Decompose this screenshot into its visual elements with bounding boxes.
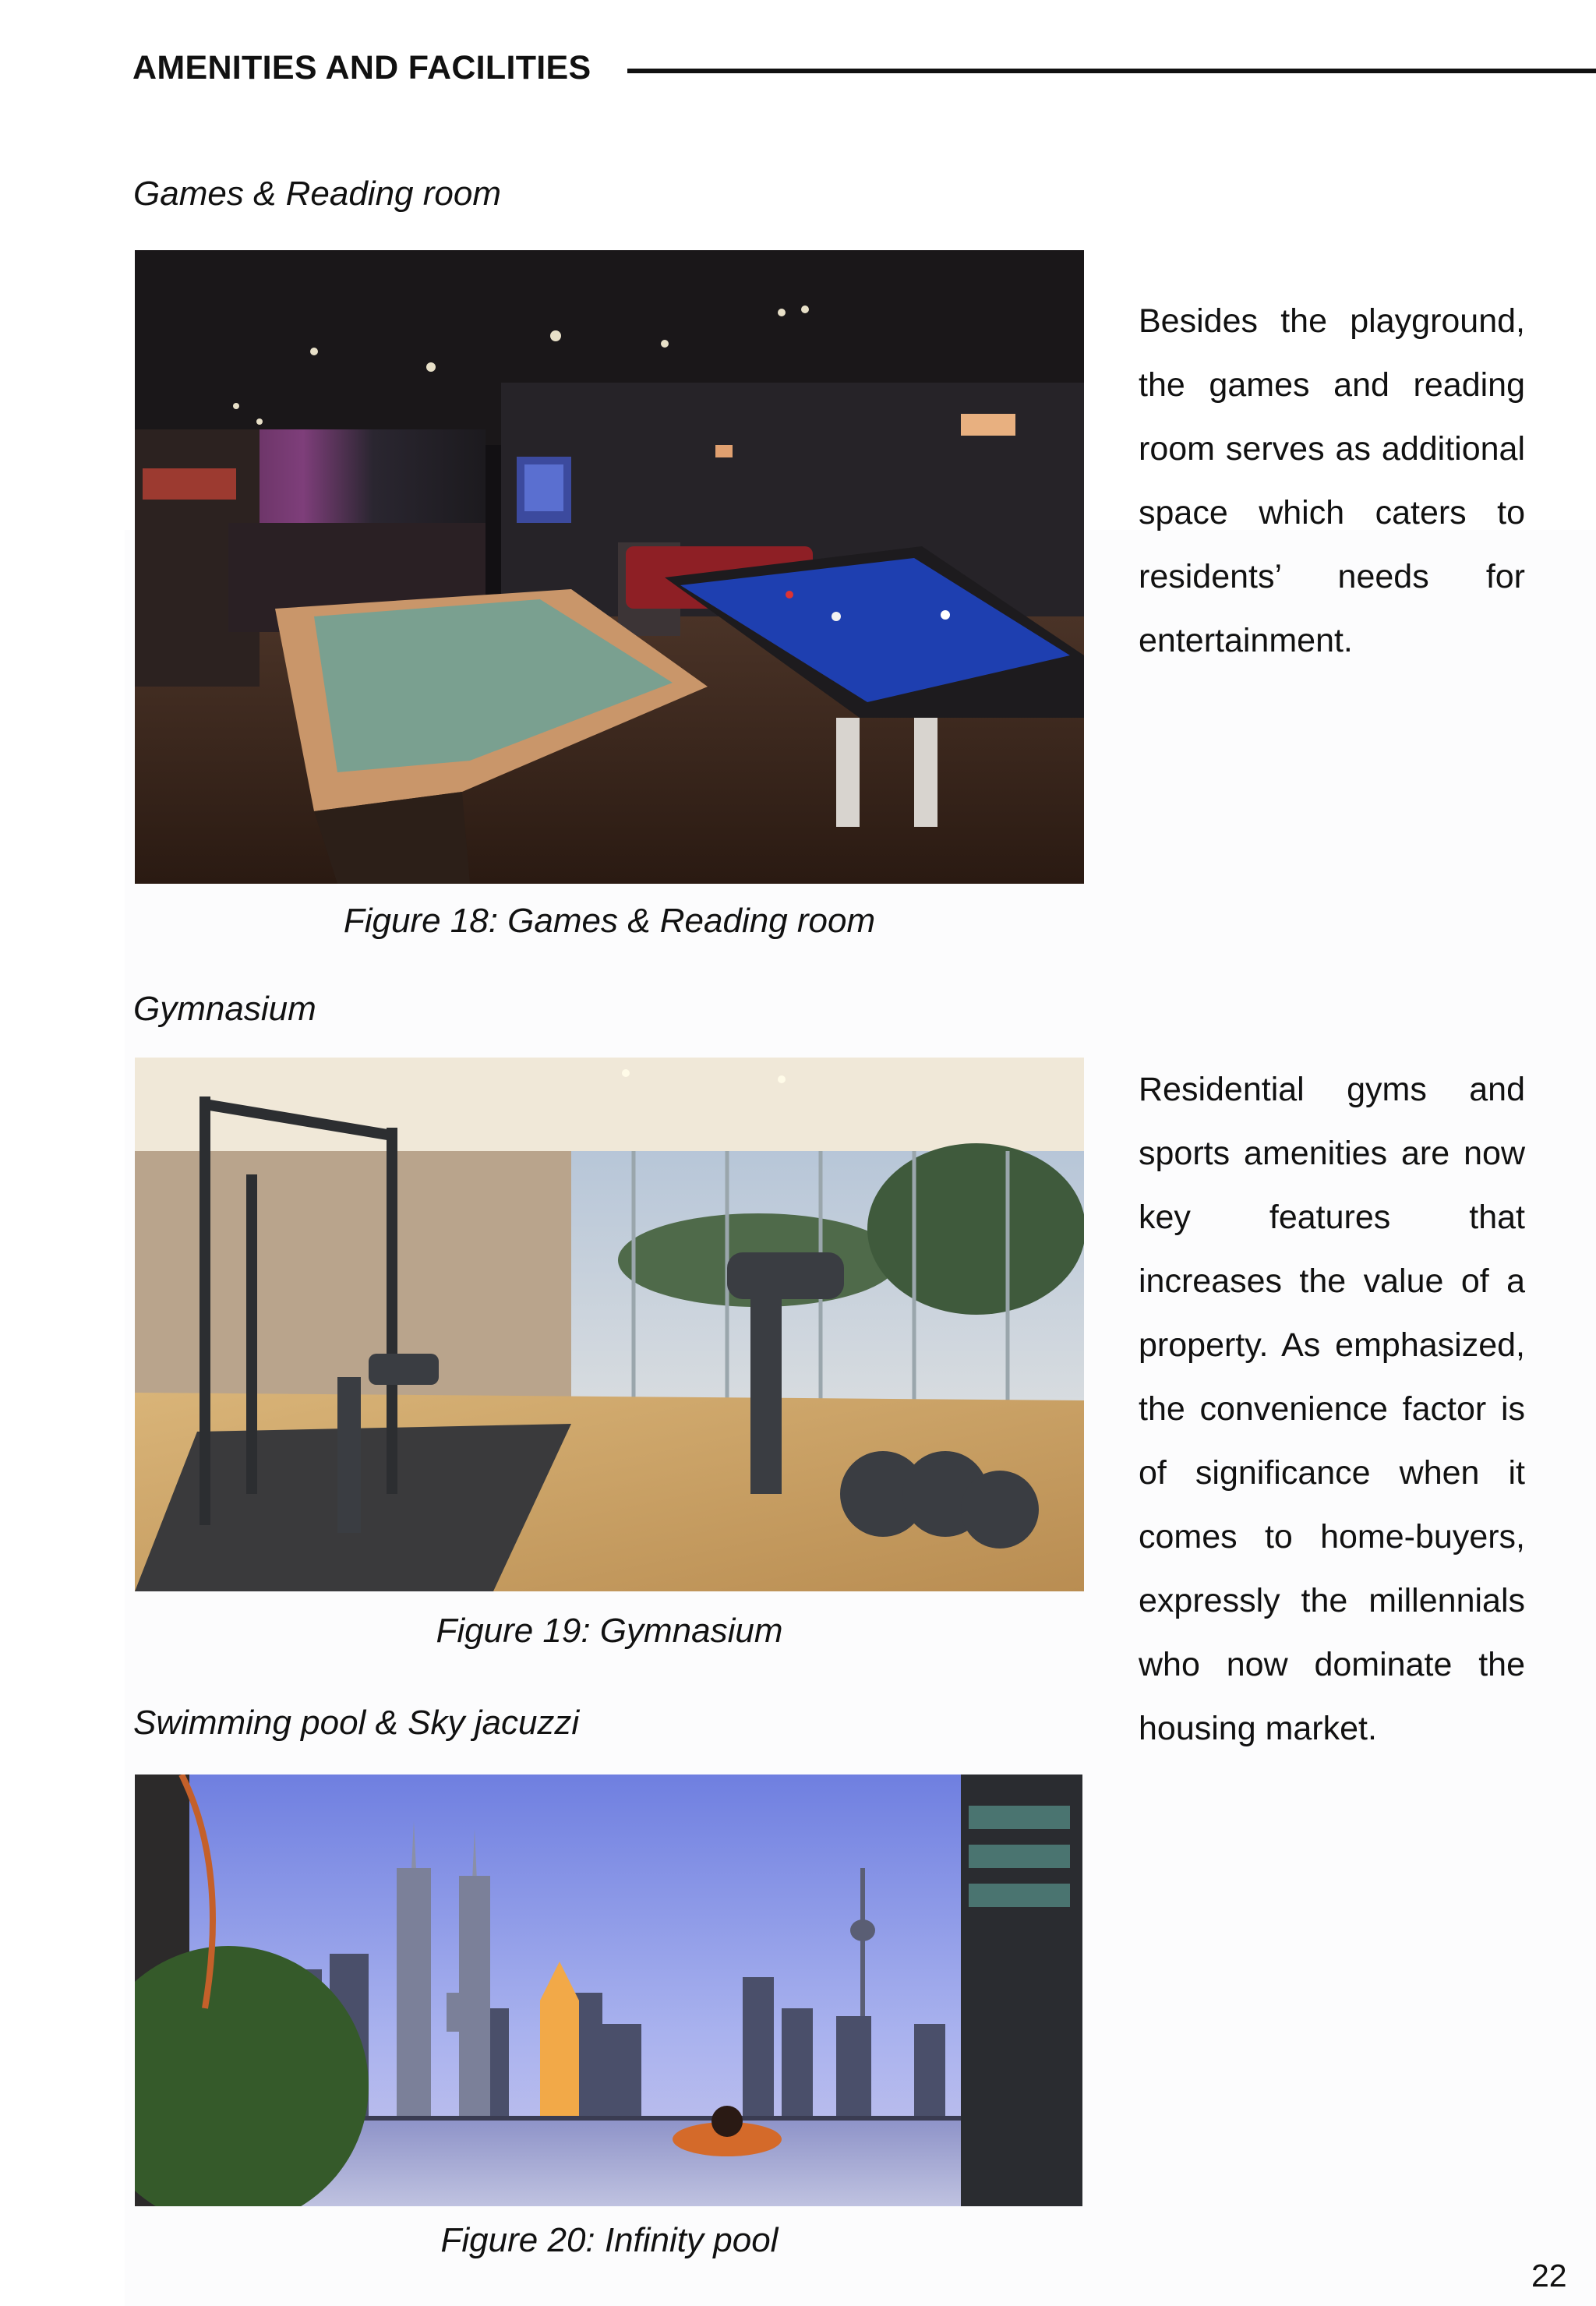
paragraph-games-room: Besides the playground, the games and reading room serves as additional space which caters to residents’ needs for entertainment. bbox=[1139, 302, 1525, 659]
figure-caption-20: Figure 20: Infinity pool bbox=[440, 2221, 779, 2259]
figure-caption-18: Figure 18: Games & Reading room bbox=[343, 902, 876, 940]
infinity-pool-photo bbox=[135, 1775, 1082, 2206]
page-number: 22 bbox=[1531, 2258, 1567, 2294]
paragraph-gymnasium: Residential gyms and sports amenities are now key features that increases the value of a property. As emphasized, the convenience factor is of significance when it comes to home-buyers, expressly the millennials who now dominate the housing market. bbox=[1139, 1071, 1525, 1747]
header-rule bbox=[627, 69, 1596, 73]
games-room-photo bbox=[135, 250, 1084, 884]
page-title: AMENITIES AND FACILITIES bbox=[132, 49, 591, 87]
figure-caption-19: Figure 19: Gymnasium bbox=[436, 1612, 783, 1650]
section-heading-games-room: Games & Reading room bbox=[133, 175, 501, 213]
section-heading-gymnasium: Gymnasium bbox=[133, 990, 316, 1028]
section-heading-swimming-pool: Swimming pool & Sky jacuzzi bbox=[133, 1704, 580, 1742]
gym-photo bbox=[135, 1058, 1084, 1591]
